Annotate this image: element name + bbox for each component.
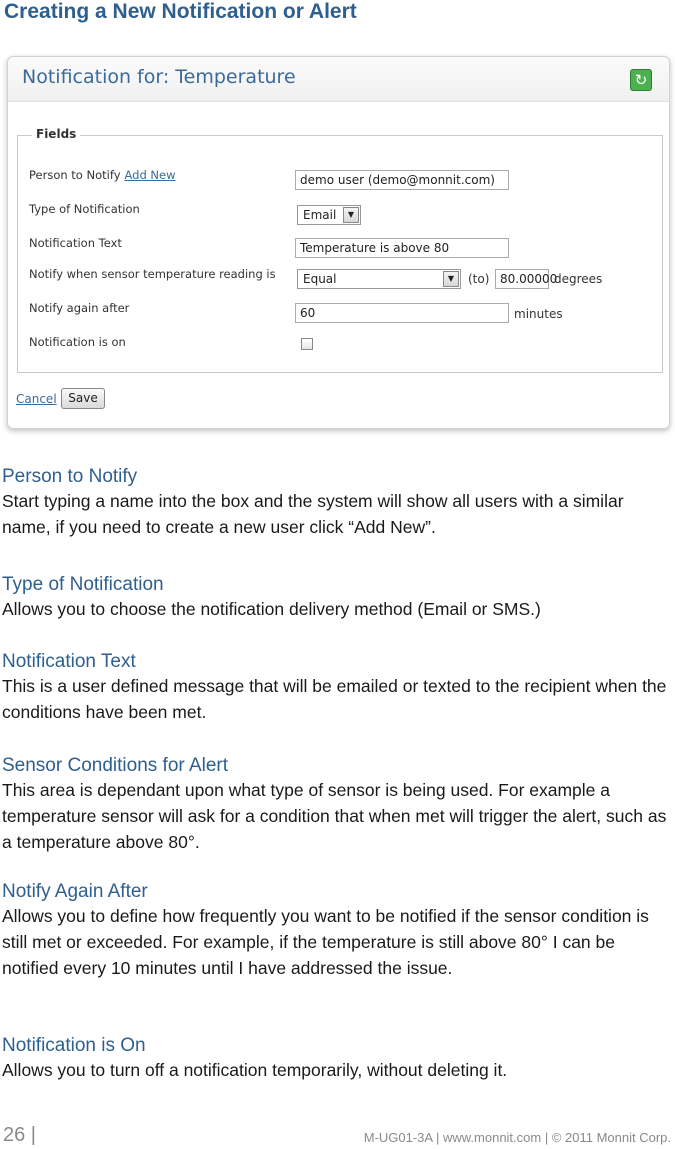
section-title: Notification is On [2,1035,146,1056]
page-number: 26 | [3,1124,36,1146]
footer-reference: M-UG01-3A | www.monnit.com | © 2011 Monnit Corp. [363,1130,671,1145]
section-body: Allows you to turn off a notification temporarily, without deleting it. [2,1060,508,1080]
on-label: Notification is on [29,335,126,349]
section-body: Allows you to choose the notification delivery method (Email or SMS.) [2,599,541,619]
condition-to-label: (to) [468,272,490,286]
person-input[interactable]: demo user (demo@monnit.com) [295,170,509,190]
refresh-icon[interactable]: ↻ [630,69,652,91]
notification-text-input[interactable]: Temperature is above 80 [295,238,509,258]
chevron-down-icon: ▼ [343,207,359,223]
save-button[interactable]: Save [61,388,105,409]
section-title: Person to Notify [2,466,138,487]
section-body: This area is dependant upon what type of sensor is being used. For example a temperature sensor will ask for a condition that when met will trigger the alert, such as a temperature above 80°. [2,780,667,852]
notification-on-checkbox[interactable] [301,338,313,350]
section-text [2,651,670,725]
person-label: Person to Notify [29,168,121,182]
condition-select-value: Equal [303,272,337,286]
form-title: Notification for: Temperature [22,66,296,88]
degrees-label: degrees [554,272,603,286]
add-new-link[interactable]: Add New [124,168,176,182]
minutes-label: minutes [514,307,563,321]
section-conditions [2,755,670,855]
section-on [2,1035,670,1083]
notify-again-input[interactable]: 60 [295,303,509,323]
text-label: Notification Text [29,236,122,250]
form-header [8,57,669,102]
page-title: Creating a New Notification or Alert [4,0,357,23]
type-select-value: Email [303,208,337,222]
section-type [2,574,670,622]
condition-label: Notify when sensor temperature reading is [29,267,276,281]
notification-form-screenshot [7,56,670,429]
fields-legend: Fields [32,127,80,141]
threshold-input[interactable]: 80.00000 [495,269,549,289]
section-body: Start typing a name into the box and the system will show all users with a similar name, if you need to create a new user click “Add New”. [2,491,624,537]
person-row-label [29,168,176,182]
chevron-down-icon: ▼ [443,271,459,287]
condition-select[interactable] [297,269,461,289]
type-label: Type of Notification [29,202,140,216]
section-title: Type of Notification [2,574,164,595]
again-label: Notify again after [29,301,130,315]
type-select[interactable] [297,205,361,225]
cancel-link[interactable]: Cancel [16,392,57,406]
section-body: Allows you to define how frequently you want to be notified if the sensor condition is still met or exceeded. For example, if the temperature is still above 80° I can be notified every 10 minutes until I have addressed the issue. [2,906,649,978]
section-again [2,881,670,981]
section-title: Notification Text [2,651,136,672]
section-title: Sensor Conditions for Alert [2,755,229,776]
section-body: This is a user defined message that will be emailed or texted to the recipient when the conditions have been met. [2,676,667,722]
section-person [2,466,670,540]
section-title: Notify Again After [2,881,148,902]
